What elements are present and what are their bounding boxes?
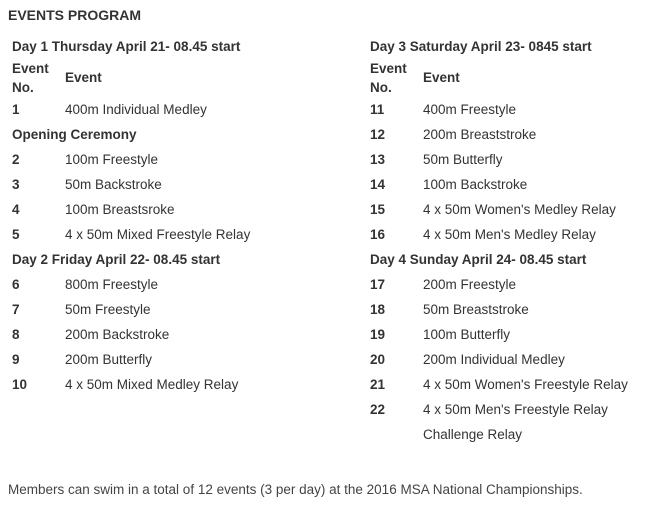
table-row: 2 100m Freestyle xyxy=(12,152,159,167)
table-row: 19 100m Butterfly xyxy=(370,327,511,342)
page-title: EVENTS PROGRAM xyxy=(8,7,142,23)
table-row: 17 200m Freestyle xyxy=(370,277,517,292)
day2-heading: Day 2 Friday April 22- 08.45 start xyxy=(12,252,221,267)
table-row: 3 50m Backstroke xyxy=(12,177,162,192)
day1-table-header xyxy=(12,59,352,97)
day3-heading: Day 3 Saturday April 23- 0845 start xyxy=(370,39,592,54)
table-row: 15 4 x 50m Women's Medley Relay xyxy=(370,202,616,217)
table-row: 13 50m Butterfly xyxy=(370,152,503,167)
event-number-header: Event No. xyxy=(12,61,49,95)
footer-note: Members can swim in a total of 12 events (3 per day) at the 2016 MSA National Championships. xyxy=(8,482,583,497)
table-row: 14 100m Backstroke xyxy=(370,177,528,192)
table-row: 21 4 x 50m Women's Freestyle Relay xyxy=(370,377,628,392)
table-row: 4 100m Breastsroke xyxy=(12,202,175,217)
table-row: 22 4 x 50m Men's Freestyle Relay Challenge Relay xyxy=(370,402,608,442)
table-row: 20 200m Individual Medley xyxy=(370,352,565,367)
table-row: 6 800m Freestyle xyxy=(12,277,159,292)
day3-table-header xyxy=(370,59,655,97)
table-row: 8 200m Backstroke xyxy=(12,327,170,342)
table-row: 18 50m Breaststroke xyxy=(370,302,529,317)
table-row: 5 4 x 50m Mixed Freestyle Relay xyxy=(12,227,251,242)
event-header: Event xyxy=(65,70,102,85)
table-row: 10 4 x 50m Mixed Medley Relay xyxy=(12,377,239,392)
day4-heading: Day 4 Sunday April 24- 08.45 start xyxy=(370,252,587,267)
day1-heading: Day 1 Thursday April 21- 08.45 start xyxy=(12,39,241,54)
table-row: 7 50m Freestyle xyxy=(12,302,151,317)
table-row: 12 200m Breaststroke xyxy=(370,127,537,142)
event-header: Event xyxy=(423,70,460,85)
table-row: 16 4 x 50m Men's Medley Relay xyxy=(370,227,596,242)
right-column xyxy=(370,34,655,447)
table-row: 9 200m Butterfly xyxy=(12,352,153,367)
table-row: 1 400m Individual Medley xyxy=(12,102,207,117)
table-row: 11 400m Freestyle xyxy=(370,102,517,117)
event-number-header: Event No. xyxy=(370,61,407,95)
left-column xyxy=(12,34,352,397)
opening-ceremony: Opening Ceremony xyxy=(12,127,137,142)
